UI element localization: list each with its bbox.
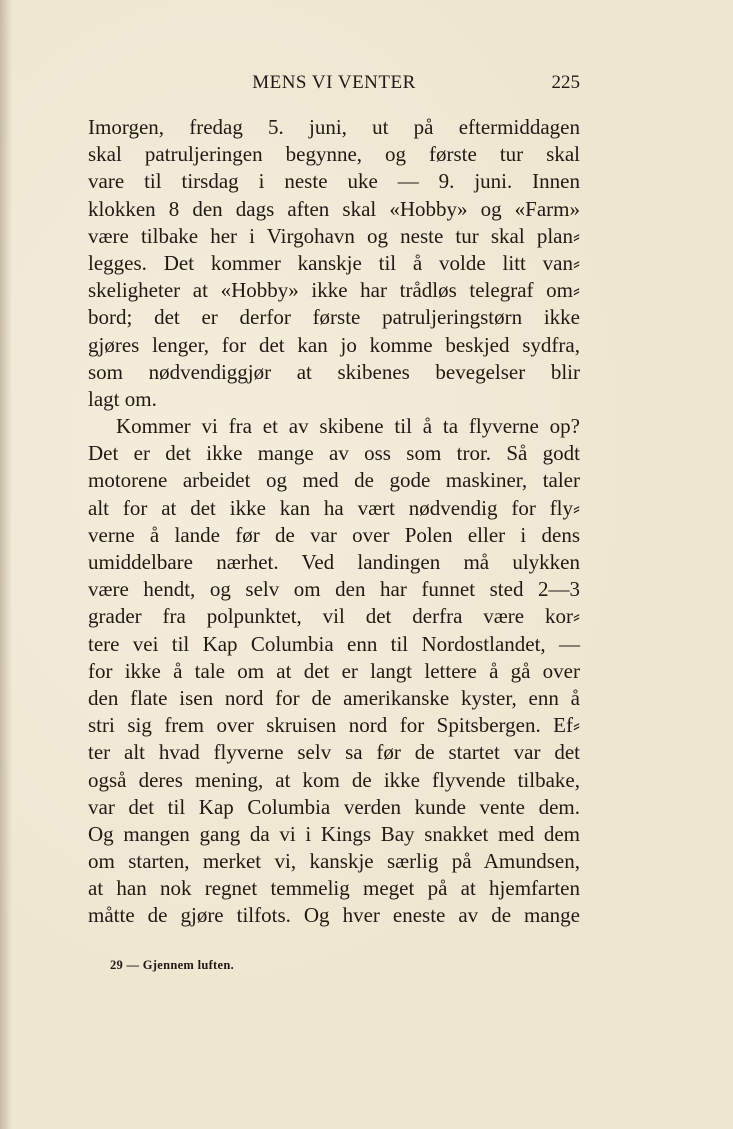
text-line: umiddelbare nærhet. Ved landingen må ulykken <box>88 550 580 574</box>
running-head: MENS VI VENTER <box>252 72 416 93</box>
text-line: tere vei til Kap Columbia enn til Nordostlandet, — <box>88 631 580 656</box>
text-line: Det er det ikke mange av oss som tror. Så godt <box>88 441 580 466</box>
text-line: var det til Kap Columbia verden kunde vente dem. <box>88 794 580 819</box>
text-line: være hendt, og selv om den har funnet sted 2—3 <box>88 577 580 602</box>
text-line: klokken 8 den dags aften skal «Hobby» og «Farm» <box>88 196 580 221</box>
text-line: for ikke å tale om at det er langt lettere å gå over <box>88 658 580 683</box>
text-line: Kommer vi fra et av skibene til å ta flyverne op? <box>116 414 580 439</box>
text-line: ter alt hvad flyverne selv sa før de startet var det <box>88 740 580 765</box>
text-line: verne å lande før de var over Polen eller i dens <box>88 522 580 547</box>
page-header <box>88 70 580 100</box>
text-line: legges. Det kommer kanskje til å volde litt van⸗ <box>88 250 580 275</box>
signature-mark: 29 — Gjennem luften. <box>110 958 235 972</box>
text-line: være tilbake her i Virgohavn og neste tur skal plan⸗ <box>88 223 580 248</box>
text-line: om starten, merket vi, kanskje særlig på Amundsen, <box>88 849 580 874</box>
text-line: Imorgen, fredag 5. juni, ut på eftermiddagen <box>88 115 580 139</box>
body-text <box>88 114 580 930</box>
page-edge-shadow <box>0 0 12 1129</box>
text-line: skeligheter at «Hobby» ikke har trådløs telegraf om⸗ <box>88 278 580 303</box>
text-line: den flate isen nord for de amerikanske kyster, enn å <box>88 685 580 710</box>
text-line: stri sig frem over skruisen nord for Spitsbergen. Ef⸗ <box>88 713 580 738</box>
text-line: bord; det er derfor første patruljeringstørn ikke <box>88 305 580 330</box>
page-number: 225 <box>551 72 580 93</box>
text-line: alt for at det ikke kan ha vært nødvendig for fly⸗ <box>88 495 580 520</box>
text-line: skal patruljeringen begynne, og første tur skal <box>88 142 580 167</box>
text-line: også deres mening, at kom de ikke flyvende tilbake, <box>88 767 580 792</box>
text-line: grader fra polpunktet, vil det derfra være kor⸗ <box>88 604 580 629</box>
text-line: Og mangen gang da vi i Kings Bay snakket med dem <box>88 821 580 846</box>
text-line: at han nok regnet temmelig meget på at hjemfarten <box>88 876 580 901</box>
text-line: lagt om. <box>88 386 157 411</box>
text-line: måtte de gjøre tilfots. Og hver eneste av de mange <box>88 903 580 928</box>
text-line: motorene arbeidet og med de gode maskiner, taler <box>88 468 580 493</box>
text-line: vare til tirsdag i neste uke — 9. juni. Innen <box>88 169 580 194</box>
text-line: som nødvendiggjør at skibenes bevegelser blir <box>88 359 580 384</box>
text-line: gjøres lenger, for det kan jo komme beskjed sydfra, <box>88 332 580 357</box>
